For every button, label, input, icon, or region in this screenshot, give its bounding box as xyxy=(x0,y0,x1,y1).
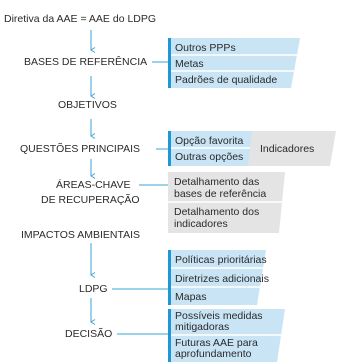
panel-questoes-bar xyxy=(168,131,171,166)
panel-ldpg-item: Mapas xyxy=(175,291,207,303)
panel-decisao-item: aprofundamento xyxy=(175,348,252,360)
panel-ldpg-item: Políticas prioritárias xyxy=(175,254,267,266)
panel-areas-item: bases de referência xyxy=(174,188,267,200)
flow-objetivos-label: OBJETIVOS xyxy=(58,99,117,111)
panel-decisao-item: Possíveis medidas xyxy=(175,310,263,322)
flow-areas-label-2: DE RECUPERAÇÃO xyxy=(41,194,140,206)
panel-questoes-item: Outras opções xyxy=(175,151,244,163)
panel-ldpg-item: Diretrizes adicionais xyxy=(175,273,269,285)
flow-bases-label: BASES DE REFERÊNCIA xyxy=(24,56,148,68)
panel-bases-item: Outros PPPs xyxy=(175,42,236,54)
panel-bases-bar xyxy=(168,38,171,88)
panel-questoes-item: Opção favorita xyxy=(175,135,244,147)
panel-decisao-item: Futuras AAE para xyxy=(175,337,258,349)
panel-decisao-item: mitigadoras xyxy=(175,321,230,333)
panel-bases-item: Metas xyxy=(175,58,204,70)
panel-questoes-side-label: Indicadores xyxy=(260,143,315,155)
flow-impactos-label: IMPACTOS AMBIENTAIS xyxy=(21,229,141,241)
panel-areas-item: Detalhamento das xyxy=(174,176,260,188)
flow-ldpg-label: LDPG xyxy=(79,283,108,295)
flow-decisao-label: DECISÃO xyxy=(65,328,113,340)
panel-decisao-bar xyxy=(168,309,171,362)
flow-areas-label-1: ÁREAS-CHAVE xyxy=(56,179,131,191)
panel-bases-item: Padrões de qualidade xyxy=(175,74,278,86)
panel-areas-item: Detalhamento dos xyxy=(174,206,260,218)
panel-areas-item: indicadores xyxy=(174,218,228,230)
flow-start-label: Diretiva da AAE = AAE do LDPG xyxy=(4,13,157,25)
flow-questoes-label: QUESTÕES PRINCIPAIS xyxy=(20,143,140,155)
panel-ldpg-bar xyxy=(168,250,171,305)
